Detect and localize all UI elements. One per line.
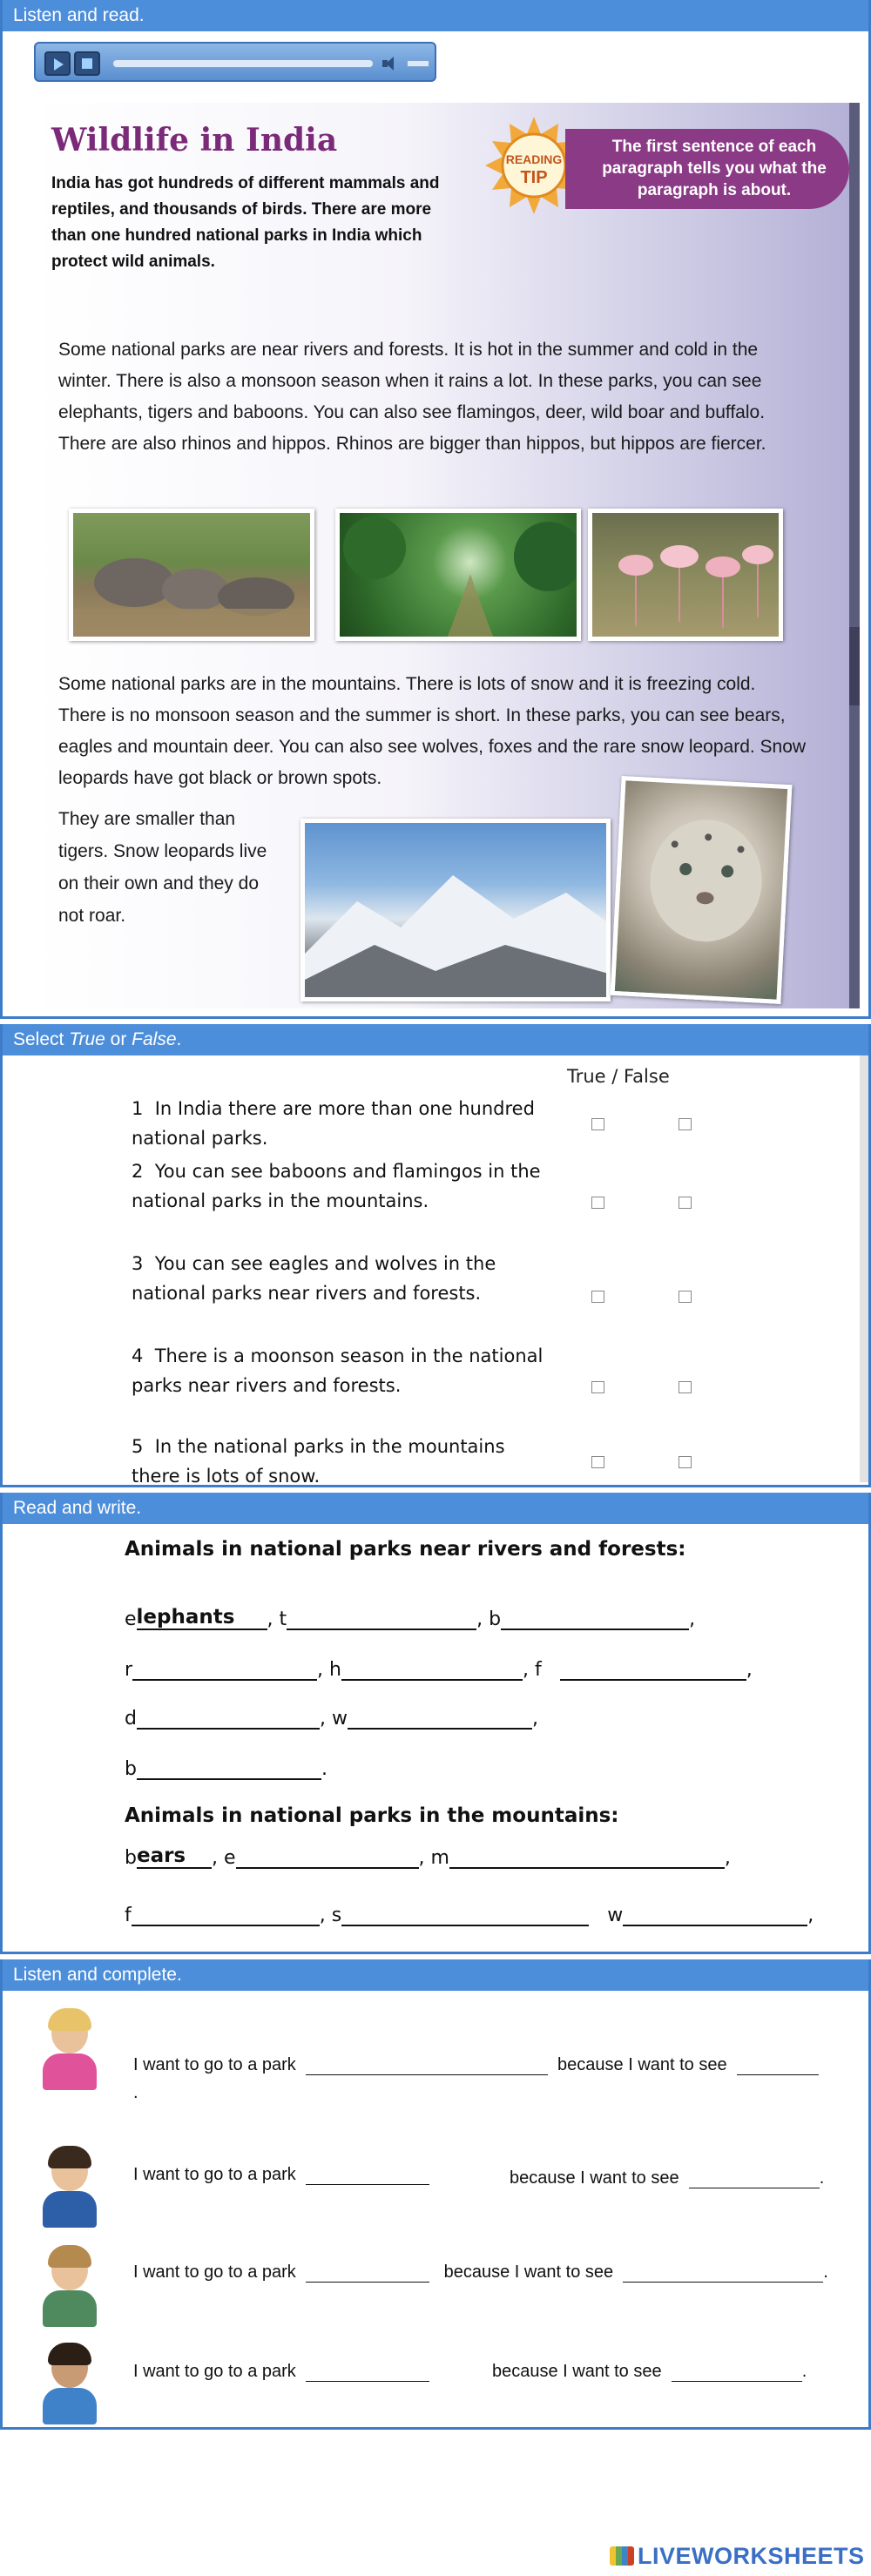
paragraph-mountains: Some national parks are in the mountains. There is lots of snow and it is freezing cold. There is no monsoon season and the summer is short. In these parks, you can see bears, eagles and mountain deer. You can also see wolves, foxes and the rare snow leopard. Snow leopards have got black or brown spots. [58, 674, 807, 788]
sentence-mid: because I want to see [510, 2168, 679, 2188]
section-header: Listen and read. [3, 0, 868, 31]
letter-hint: , s [319, 1905, 342, 1926]
header-false-text: False [132, 1029, 177, 1049]
letter-hint: , e [211, 1847, 236, 1869]
foxes-answer-input[interactable] [132, 1902, 320, 1926]
hippos-answer-input[interactable] [341, 1656, 523, 1681]
q5-false-checkbox[interactable] [679, 1456, 692, 1468]
group2-title: Animals in national parks in the mountains: [125, 1804, 619, 1827]
girl-avatar [37, 2006, 102, 2090]
q5-true-checkbox[interactable] [591, 1456, 604, 1468]
animal-answer-input-2[interactable] [689, 2169, 820, 2188]
mountains-photo [300, 819, 611, 1001]
bears-answer-input[interactable]: ears [137, 1844, 212, 1869]
boy-avatar-2 [37, 2243, 102, 2327]
sentence-mid: because I want to see [492, 2362, 662, 2381]
mountain-deer-answer-input[interactable] [449, 1844, 725, 1869]
sentence-2-end [510, 2168, 824, 2188]
park-answer-input-3[interactable] [306, 2263, 429, 2283]
intro-text: India has got hundreds of different mammals and reptiles, and thousands of birds. There are more than one hundred national parks in India which protect wild animals. [51, 174, 440, 271]
question-text: You can see baboons and flamingos in the national parks in the mountains. [132, 1161, 541, 1211]
sentence-1-end: . [133, 2083, 138, 2102]
header-dot: . [176, 1029, 182, 1049]
question-2 [132, 1157, 550, 1216]
header-or-text: or [105, 1029, 132, 1049]
park-answer-input-4[interactable] [306, 2363, 429, 2382]
wolves-answer-input[interactable] [623, 1902, 807, 1926]
q4-true-checkbox[interactable] [591, 1381, 604, 1393]
q2-false-checkbox[interactable] [679, 1197, 692, 1209]
snow-leopard-answer-input[interactable] [341, 1902, 589, 1926]
letter-hint: , t [267, 1608, 287, 1630]
animal-answer-input-3[interactable] [623, 2263, 823, 2283]
section-header: Read and write. [3, 1493, 868, 1524]
questions-scrollbar[interactable] [860, 1055, 868, 1482]
sentence-start: I want to go to a park [133, 2362, 296, 2381]
letter-hint: w [607, 1905, 624, 1926]
q1-true-checkbox[interactable] [591, 1118, 604, 1130]
wild-boar-answer-input[interactable] [348, 1705, 532, 1730]
group1-row3 [125, 1705, 538, 1730]
end-dot: . [819, 2168, 825, 2188]
end-dot: . [823, 2262, 828, 2282]
sentence-4-start [133, 2362, 429, 2382]
read-write-section [0, 1493, 871, 1954]
separator: , [807, 1905, 814, 1926]
listen-complete-section [0, 1959, 871, 2430]
question-number: 5 [132, 1436, 144, 1457]
jungle-photo [335, 509, 581, 641]
letter-hint: , f [522, 1659, 542, 1681]
header-true-text: True [69, 1029, 105, 1049]
true-false-section [0, 1024, 871, 1487]
true-false-column-header: True / False [567, 1066, 670, 1087]
q3-true-checkbox[interactable] [591, 1291, 604, 1303]
question-number: 1 [132, 1098, 144, 1119]
question-text: There is a moonson season in the national parks near rivers and forests. [132, 1345, 544, 1396]
question-number: 3 [132, 1253, 144, 1274]
letter-hint: b [125, 1758, 137, 1780]
reading-scrollbar[interactable] [849, 103, 860, 1008]
park-answer-input-2[interactable] [306, 2166, 429, 2185]
sentence-3 [133, 2262, 828, 2283]
boy-avatar-3 [37, 2341, 102, 2424]
letter-hint: b [125, 1847, 137, 1869]
volume-slider[interactable] [407, 60, 429, 67]
group1-row1 [125, 1606, 695, 1630]
tigers-answer-input[interactable] [287, 1606, 476, 1630]
question-text: In the national parks in the mountains there is lots of snow. [132, 1436, 505, 1487]
rhinos-answer-input[interactable] [132, 1656, 317, 1681]
group1-row2 [125, 1656, 753, 1681]
tip-badge-line2: TIP [520, 168, 548, 187]
sentence-2-start [133, 2165, 429, 2185]
hippos-photo [69, 509, 314, 641]
flamingos-photo [588, 509, 783, 641]
reading-tip-text: The first sentence of each paragraph tells you what the paragraph is about. [565, 129, 849, 209]
sentence-start: I want to go to a park [133, 2165, 296, 2184]
letter-hint: r [125, 1659, 133, 1681]
letter-hint: , h [317, 1659, 341, 1681]
q1-false-checkbox[interactable] [679, 1118, 692, 1130]
question-number: 2 [132, 1161, 144, 1182]
letter-hint: d [125, 1708, 137, 1730]
sentence-1 [133, 2055, 819, 2075]
sentence-mid: because I want to see [443, 2262, 614, 2282]
listen-read-section [0, 0, 871, 1019]
baboons-answer-input[interactable] [501, 1606, 689, 1630]
logo-text: LIVEWORKSHEETS [638, 2543, 865, 2569]
separator: , [689, 1608, 696, 1630]
elephants-answer-input[interactable]: lephants [137, 1606, 267, 1630]
sentence-mid: because I want to see [557, 2055, 727, 2074]
liveworksheets-logo[interactable] [610, 2543, 865, 2570]
letter-hint: f [125, 1905, 132, 1926]
letter-hint: , b [476, 1608, 502, 1630]
end-dot: . [801, 2362, 807, 2381]
snow-leopard-photo [611, 776, 793, 1004]
eagles-answer-input[interactable] [236, 1844, 419, 1869]
deer-answer-input[interactable] [137, 1705, 320, 1730]
reading-scrollbar-thumb[interactable] [849, 627, 860, 705]
letter-hint: , m [418, 1847, 449, 1869]
q3-false-checkbox[interactable] [679, 1291, 692, 1303]
group1-title: Animals in national parks near rivers and forests: [125, 1538, 686, 1561]
section-header: Listen and complete. [3, 1959, 868, 1991]
group2-row1 [125, 1844, 731, 1869]
question-text: In India there are more than one hundred national parks. [132, 1098, 535, 1149]
audio-player [34, 42, 436, 82]
boy-avatar-1 [37, 2144, 102, 2228]
volume-icon[interactable] [382, 56, 400, 71]
q4-false-checkbox[interactable] [679, 1381, 692, 1393]
animal-answer-input-1[interactable] [737, 2056, 819, 2075]
section-header [3, 1024, 868, 1055]
page-title: Wildlife in India [51, 122, 338, 158]
question-number: 4 [132, 1345, 144, 1366]
animal-answer-input-4[interactable] [672, 2363, 802, 2382]
question-text: You can see eagles and wolves in the national parks near rivers and forests. [132, 1253, 496, 1304]
flamingos-answer-input[interactable] [560, 1656, 746, 1681]
paragraph-rivers-forests: Some national parks are near rivers and forests. It is hot in the summer and cold in the winter. There is also a monsoon season when it rains a lot. In these parks, you can see elephants, tigers and baboons. You can also see flamingos, deer, wild boar and buffalo. There are also rhinos and hippos. Rhinos are bigger than hippos, but hippos are fiercer. [58, 340, 766, 454]
q2-true-checkbox[interactable] [591, 1197, 604, 1209]
park-answer-input-1[interactable] [306, 2056, 548, 2075]
separator: , [531, 1708, 538, 1730]
buffalo-answer-input[interactable] [137, 1756, 321, 1780]
audio-progress-slider[interactable] [112, 59, 374, 68]
logo-icon [610, 2546, 634, 2566]
letter-hint: e [125, 1608, 137, 1630]
sentence-start: I want to go to a park [133, 2262, 296, 2282]
question-5 [132, 1432, 550, 1491]
question-4 [132, 1341, 550, 1400]
separator: . [321, 1758, 327, 1780]
group2-row2 [125, 1902, 814, 1926]
separator: , [746, 1659, 753, 1681]
sentence-4-end [492, 2362, 807, 2382]
sentence-start: I want to go to a park [133, 2055, 296, 2074]
stop-icon[interactable] [74, 51, 100, 76]
group1-row4 [125, 1756, 327, 1780]
play-icon[interactable] [44, 51, 71, 76]
question-1 [132, 1094, 550, 1153]
question-3 [132, 1249, 550, 1308]
separator: , [724, 1847, 731, 1869]
tip-badge-line1: READING [505, 152, 563, 166]
paragraph-mountains-continued: They are smaller than tigers. Snow leopards live on their own and they do not roar. [58, 809, 267, 926]
header-text: Select [13, 1029, 70, 1049]
letter-hint: , w [319, 1708, 348, 1730]
